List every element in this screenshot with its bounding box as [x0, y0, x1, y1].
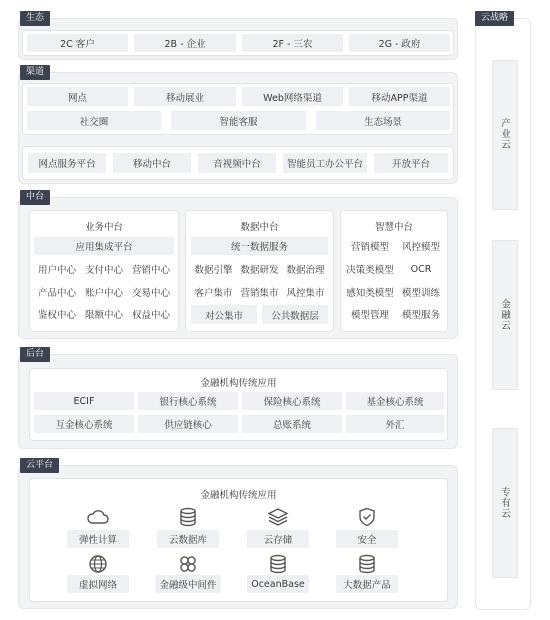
channel-item: 社交圈 [27, 111, 161, 130]
ecosystem-item-2b: 2B - 企业 [134, 34, 236, 52]
business-middle-item: 营销中心 [131, 265, 170, 276]
channel-item: 移动APP渠道 [349, 87, 450, 106]
smart-middle-item: 营销模型 [350, 242, 389, 253]
platform-item: 移动中台 [113, 153, 191, 173]
backend-item: 总账系统 [242, 415, 342, 433]
smart-middle-item: 模型服务 [401, 310, 440, 321]
cloud-item-cloud-storage: 云存储 [247, 530, 309, 548]
channel-item: 智能客服 [171, 111, 306, 130]
data-middle-header: 统一数据服务 [191, 237, 328, 255]
data-middle-title: 数据中台 [240, 222, 279, 233]
business-middle-title: 业务中台 [84, 222, 123, 233]
ecosystem-item-2c: 2C 客户 [27, 34, 128, 52]
cloud-item-oceanbase: OceanBase [247, 575, 309, 593]
data-middle-item: 营销集市 [240, 288, 279, 299]
database-icon [266, 554, 290, 574]
backend-item: 互金核心系统 [34, 415, 134, 433]
backend-item: 银行核心系统 [138, 392, 238, 410]
backend-item: ECIF [34, 392, 134, 410]
backend-item: 供应链核心 [138, 415, 238, 433]
channels-tag: 渠道 [20, 65, 50, 80]
smart-middle-item: 风控模型 [401, 242, 440, 253]
data-middle-item: 客户集市 [194, 288, 233, 299]
cloud-tag: 云平台 [20, 458, 59, 473]
cloud-item-cloud-database: 云数据库 [157, 530, 219, 548]
channel-item: Web网络渠道 [242, 87, 343, 106]
cloud-item-security: 安全 [336, 530, 398, 548]
cloud-strategy-private-label: 专有云 [499, 487, 510, 519]
cloud-strategy-tag: 云战略 [475, 11, 514, 26]
business-middle-item: 用户中心 [37, 265, 76, 276]
smart-middle-item: 模型训练 [401, 288, 440, 299]
platform-item: 音视频中台 [198, 153, 276, 173]
cloud-strategy-industry-label: 产业云 [499, 118, 510, 150]
data-middle-item: 对公集市 [191, 305, 257, 324]
backend-title: 金融机构传统应用 [200, 378, 277, 389]
cloud-item-middleware: 金融级中间件 [155, 575, 221, 593]
globe-icon [86, 554, 110, 574]
cloud-strategy-finance-label: 金融云 [499, 299, 510, 331]
channel-item: 网点 [27, 87, 128, 106]
cloud-item-elastic-compute: 弹性计算 [67, 530, 129, 548]
smart-middle-item: 决策类模型 [346, 265, 394, 276]
smart-middle-item: 模型管理 [350, 310, 389, 321]
backend-item: 外汇 [346, 415, 444, 433]
backend-item: 保险核心系统 [242, 392, 342, 410]
business-middle-item: 产品中心 [37, 288, 76, 299]
ecosystem-tag: 生态 [20, 11, 50, 26]
business-middle-item: 交易中心 [131, 288, 170, 299]
platform-item: 开放平台 [374, 153, 448, 173]
business-middle-item: 权益中心 [131, 310, 170, 321]
business-middle-header: 应用集成平台 [34, 237, 174, 255]
data-middle-item: 公共数据层 [262, 305, 328, 324]
shield-icon [355, 507, 379, 527]
database-icon [176, 507, 200, 527]
smart-middle-item: OCR [410, 263, 432, 275]
cloud-title: 金融机构传统应用 [200, 490, 277, 501]
smart-middle-title: 智慧中台 [374, 222, 413, 233]
backend-item: 基金核心系统 [346, 392, 444, 410]
business-middle-item: 鉴权中心 [37, 310, 76, 321]
channel-item: 生态场景 [316, 111, 450, 130]
middle-tag: 中台 [20, 190, 50, 205]
data-middle-item: 数据治理 [286, 265, 325, 276]
cloud-item-virtual-network: 虚拟网络 [67, 575, 129, 593]
business-middle-item: 限额中心 [84, 310, 123, 321]
cloud-icon [86, 507, 110, 527]
data-middle-item: 数据引擎 [194, 265, 233, 276]
platform-item: 智能员工办公平台 [283, 153, 367, 173]
ecosystem-item-2f: 2F - 三农 [242, 34, 343, 52]
layers-icon [266, 507, 290, 527]
clover-icon [176, 554, 200, 574]
data-middle-item: 风控集市 [286, 288, 325, 299]
channel-item: 移动展业 [134, 87, 236, 106]
data-middle-item: 数据研发 [240, 265, 279, 276]
business-middle-item: 支付中心 [84, 265, 123, 276]
smart-middle-item: 感知类模型 [346, 288, 394, 299]
database-icon [355, 554, 379, 574]
platform-item: 网点服务平台 [28, 153, 106, 173]
backend-tag: 后台 [20, 347, 50, 362]
business-middle-item: 账户中心 [84, 288, 123, 299]
ecosystem-item-2g: 2G - 政府 [349, 34, 450, 52]
cloud-item-big-data: 大数据产品 [336, 575, 398, 593]
